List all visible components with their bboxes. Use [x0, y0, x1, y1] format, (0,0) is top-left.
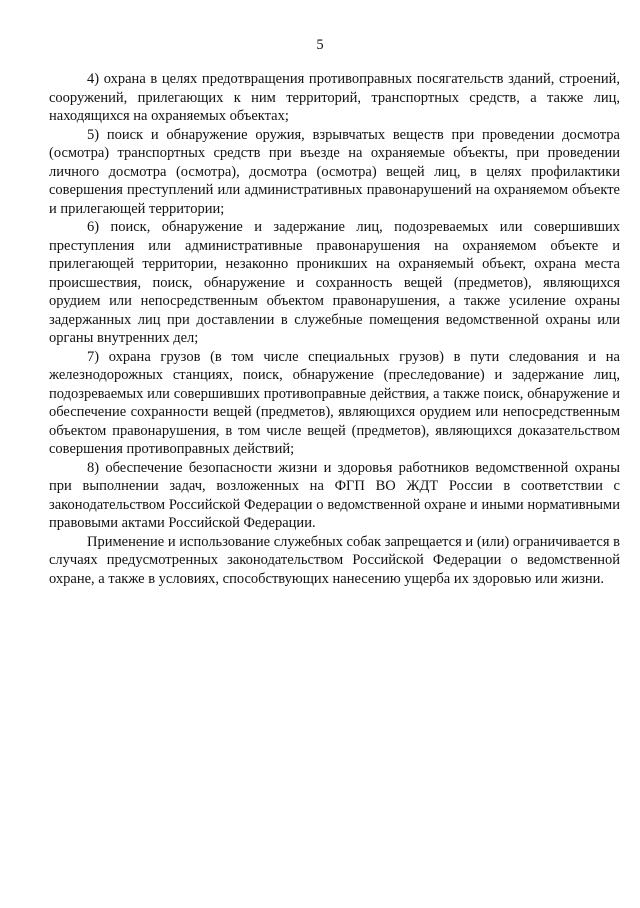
page-number: 5: [316, 37, 324, 53]
list-item-5: 5) поиск и обнаружение оружия, взрывчатых веществ при проведении досмотра (осмотра) транспортных средств при въезде на охраняемые объекты, при проведении личного досмотра (осмотра), досмотра (осмотра) вещей лиц, в целях профилактики совершения преступлений или административных правонарушений на охраняемом объекте и прилегающей территории;: [49, 126, 620, 217]
document-body: [49, 70, 620, 588]
list-item-8: 8) обеспечение безопасности жизни и здоровья работников ведомственной охраны при выполнении задач, возложенных на ФГП ВО ЖДТ России в соответствии с законодательством Российской Федерации о ведомственной охране и иными нормативными правовыми актами Российской Федерации.: [49, 459, 620, 531]
list-item-7: 7) охрана грузов (в том числе специальных грузов) в пути следования и на железнодорожных станциях, поиск, обнаружение (преследование) и задержание лиц, подозреваемых или совершивших противоправные действия, а также поиск, обнаружение и обеспечение сохранности вещей (предметов), являющихся орудием или непосредственным объектом правонарушения, в том числе вещей (предметов), являющихся доказательством совершения противоправных действий;: [49, 348, 620, 457]
service-dogs-paragraph: Применение и использование служебных собак запрещается и (или) ограничивается в случаях предусмотренных законодательством Российской Федерации о ведомственной охране, а также в условиях, способствующих нанесению ущерба их здоровью или жизни.: [49, 533, 620, 587]
list-item-4: 4) охрана в целях предотвращения противоправных посягательств зданий, строений, сооружений, прилегающих к ним территорий, транспортных средств, а также лиц, находящихся на охраняемых объектах;: [49, 71, 620, 124]
list-item-6: 6) поиск, обнаружение и задержание лиц, подозреваемых или совершивших преступления или административные правонарушения на охраняемом объекте и прилегающей территории, незаконно проникших на охраняемый объект, охрана места происшествия, поиск, обнаружение и сохранность вещей (предметов), являющихся орудием или непосредственным объектом правонарушения, а также усиление охраны задержанных лиц при доставлении в служебные помещения ведомственной охраны или органы внутренних дел;: [49, 219, 620, 346]
